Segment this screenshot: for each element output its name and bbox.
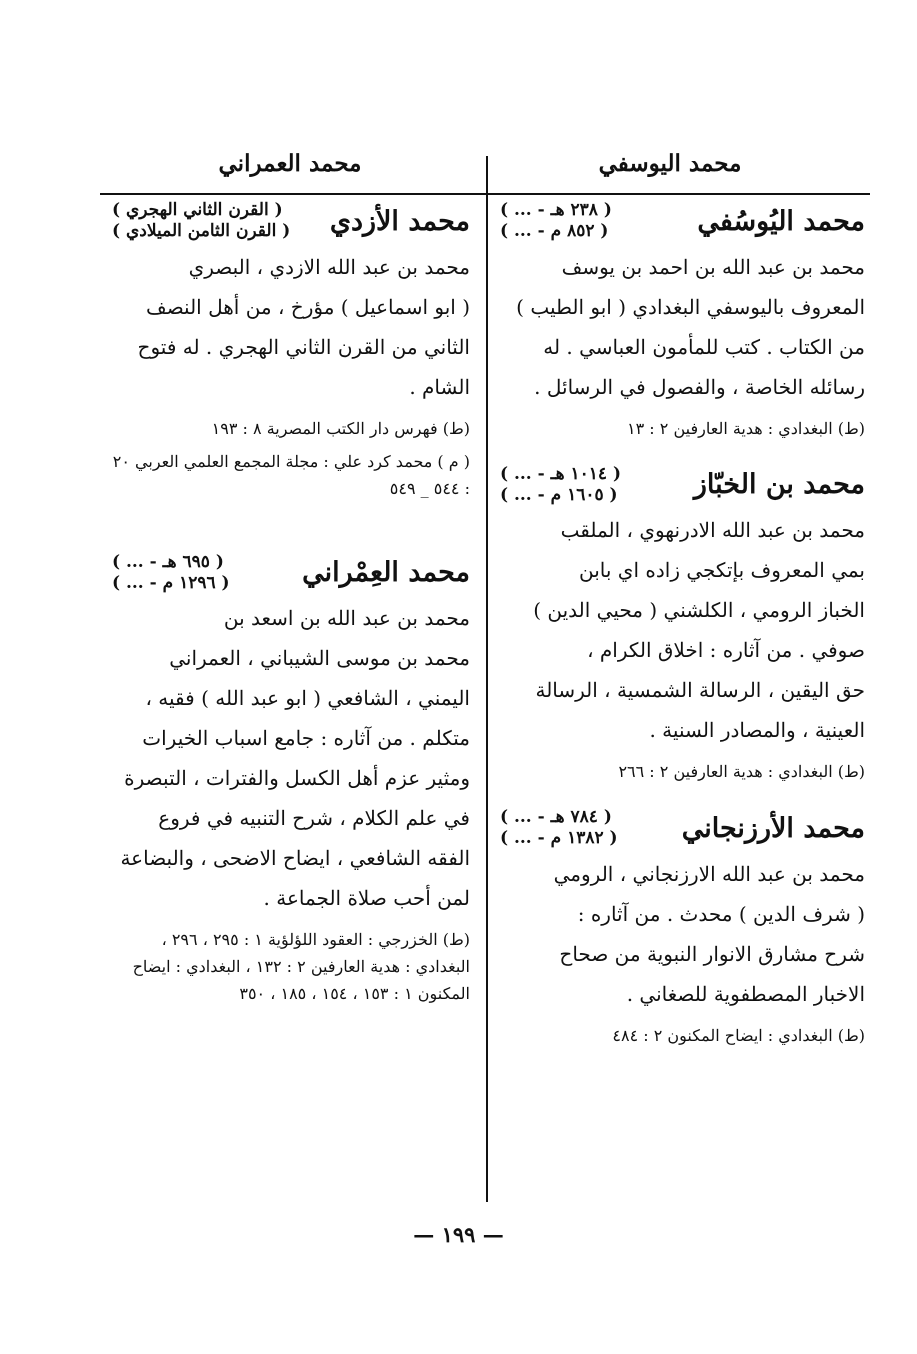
body-line: العينية ، والمصادر السنية .: [649, 718, 865, 742]
body-line: محمد بن عبد الله الادرنهوي ، الملقب: [560, 518, 865, 542]
page-number: — ١٩٩ —: [413, 1222, 504, 1247]
body-line: ( شرف الدين ) محدث . من آثاره :: [577, 901, 865, 926]
entry-references: [112, 926, 470, 1007]
entry-body: [112, 247, 470, 407]
entry-references: [500, 1022, 865, 1049]
reference: ( م ) محمد كرد علي : مجلة المجمع العلمي العربي ٢٠ : ٥٤٤ _ ٥٤٩: [112, 451, 470, 498]
entry-references: [112, 415, 470, 502]
entry-dates: [112, 200, 290, 243]
entry-name: محمد اليُوسُفي: [697, 205, 865, 237]
body-line: الخباز الرومي ، الكلشني ( محيي الدين ): [533, 598, 865, 622]
body-line: في علم الكلام ، شرح التنبيه في فروع: [158, 806, 470, 830]
body-line: المعروف باليوسفي البغدادي ( ابو الطيب ): [516, 294, 865, 319]
body-line: رسائله الخاصة ، والفصول في الرسائل .: [534, 374, 865, 399]
hijri-date: ( ... - ٦٩٥ هـ ): [112, 551, 224, 572]
body-line: الثاني من القرن الثاني الهجري . له فتوح: [137, 334, 470, 359]
header-rule: [100, 193, 870, 195]
body-line: محمد بن عبد الله الارزنجاني ، الرومي: [553, 861, 865, 886]
entry-body: [112, 598, 470, 918]
gregorian-date: ( ... - ١٢٩٦ م ): [112, 572, 230, 593]
entry-dates: [500, 464, 621, 507]
gregorian-date: ( ... - ١٦٠٥ م ): [500, 484, 618, 505]
reference: (ط) البغدادي : ايضاح المكنون ٢ : ٤٨٤: [612, 1025, 865, 1045]
reference: (ط) البغدادي : هدية العارفين ٢ : ١٣: [627, 418, 865, 438]
reference: (ط) فهرس دار الكتب المصرية ٨ : ١٩٣: [211, 418, 470, 438]
entry: [112, 200, 470, 502]
entry-head: [112, 552, 470, 595]
gregorian-date: ( ... - ٨٥٢ م ): [500, 221, 609, 242]
entry-name: محمد العِمْراني: [302, 557, 470, 589]
entry-references: [500, 415, 865, 442]
hijri-date: ( القرن الثاني الهجري ): [112, 200, 283, 220]
entry-name: محمد الأزدي: [329, 205, 470, 237]
entry-references: [500, 758, 865, 785]
entry-dates: [112, 552, 230, 595]
hijri-date: ( ... - ١٠١٤ هـ ): [500, 463, 621, 484]
entry-name: محمد الأرزنجاني: [681, 812, 865, 844]
entry-body: [500, 854, 865, 1014]
entry-head: [112, 200, 470, 243]
entry: [500, 200, 865, 442]
body-line: ومثير عزم أهل الكسل والفترات ، التبصرة: [124, 766, 470, 790]
left-column: [112, 200, 470, 1029]
entry: [500, 807, 865, 1049]
body-line: متكلم . من آثاره : جامع اسباب الخيرات: [142, 726, 470, 750]
entry-body: [500, 247, 865, 407]
entry-head: [500, 200, 865, 243]
body-line: الاخبار المصطفوية للصغاني .: [626, 981, 865, 1006]
hijri-date: ( ... - ٧٨٤ هـ ): [500, 807, 612, 827]
body-line: لمن أحب صلاة الجماعة .: [263, 886, 470, 910]
hijri-date: ( ... - ٢٣٨ هـ ): [500, 200, 612, 220]
body-line: محمد بن موسى الشيباني ، العمراني: [169, 646, 470, 670]
body-line: من الكتاب . كتب للمأمون العباسي . له: [543, 334, 865, 359]
body-line: صوفي . من آثاره : اخلاق الكرام ،: [587, 638, 865, 662]
entry: [500, 464, 865, 786]
body-line: محمد بن عبد الله الازدي ، البصري: [188, 254, 470, 279]
entry-dates: [500, 807, 618, 850]
entry: [112, 552, 470, 1008]
entry-head: [500, 807, 865, 850]
column-divider: [486, 156, 488, 1202]
entry-name: محمد بن الخبّاز: [693, 469, 865, 501]
running-header-right: محمد اليوسفي: [598, 150, 742, 177]
entry-body: [500, 510, 865, 750]
reference: (ط) الخزرجي : العقود اللؤلؤية ١ : ٢٩٥ ، ٢٩٦ ، البغدادي : هدية العارفين ٢ : ١٣٢ ، البغدادي : ايضاح المكنون ١ : ١٥٣ ، ١٥٤ ، ١٨٥ ، ٣٥٠: [132, 930, 470, 1003]
body-line: شرح مشارق الانوار النبوية من صحاح: [559, 941, 865, 966]
right-column: [500, 200, 865, 1071]
gregorian-date: ( القرن الثامن الميلادي ): [112, 221, 291, 242]
body-line: بمي المعروف بإتكجي زاده اي بابن: [579, 558, 865, 582]
body-line: حق اليقين ، الرسالة الشمسية ، الرسالة: [535, 678, 865, 702]
gregorian-date: ( ... - ١٣٨٢ م ): [500, 828, 618, 849]
body-line: محمد بن عبد الله بن احمد بن يوسف: [561, 254, 865, 279]
body-line: ( ابو اسماعيل ) مؤرخ ، من أهل النصف: [146, 294, 470, 319]
body-line: اليمني ، الشافعي ( ابو عبد الله ) فقيه ،: [145, 686, 470, 710]
reference: (ط) البغدادي : هدية العارفين ٢ : ٢٦٦: [618, 762, 865, 781]
entry-head: [500, 464, 865, 507]
running-header-left: محمد العمراني: [218, 150, 362, 177]
entry-dates: [500, 200, 612, 243]
body-line: الفقه الشافعي ، ايضاح الاضحى ، والبضاعة: [120, 846, 470, 870]
body-line: محمد بن عبد الله بن اسعد بن: [223, 606, 470, 630]
body-line: الشام .: [409, 374, 470, 399]
